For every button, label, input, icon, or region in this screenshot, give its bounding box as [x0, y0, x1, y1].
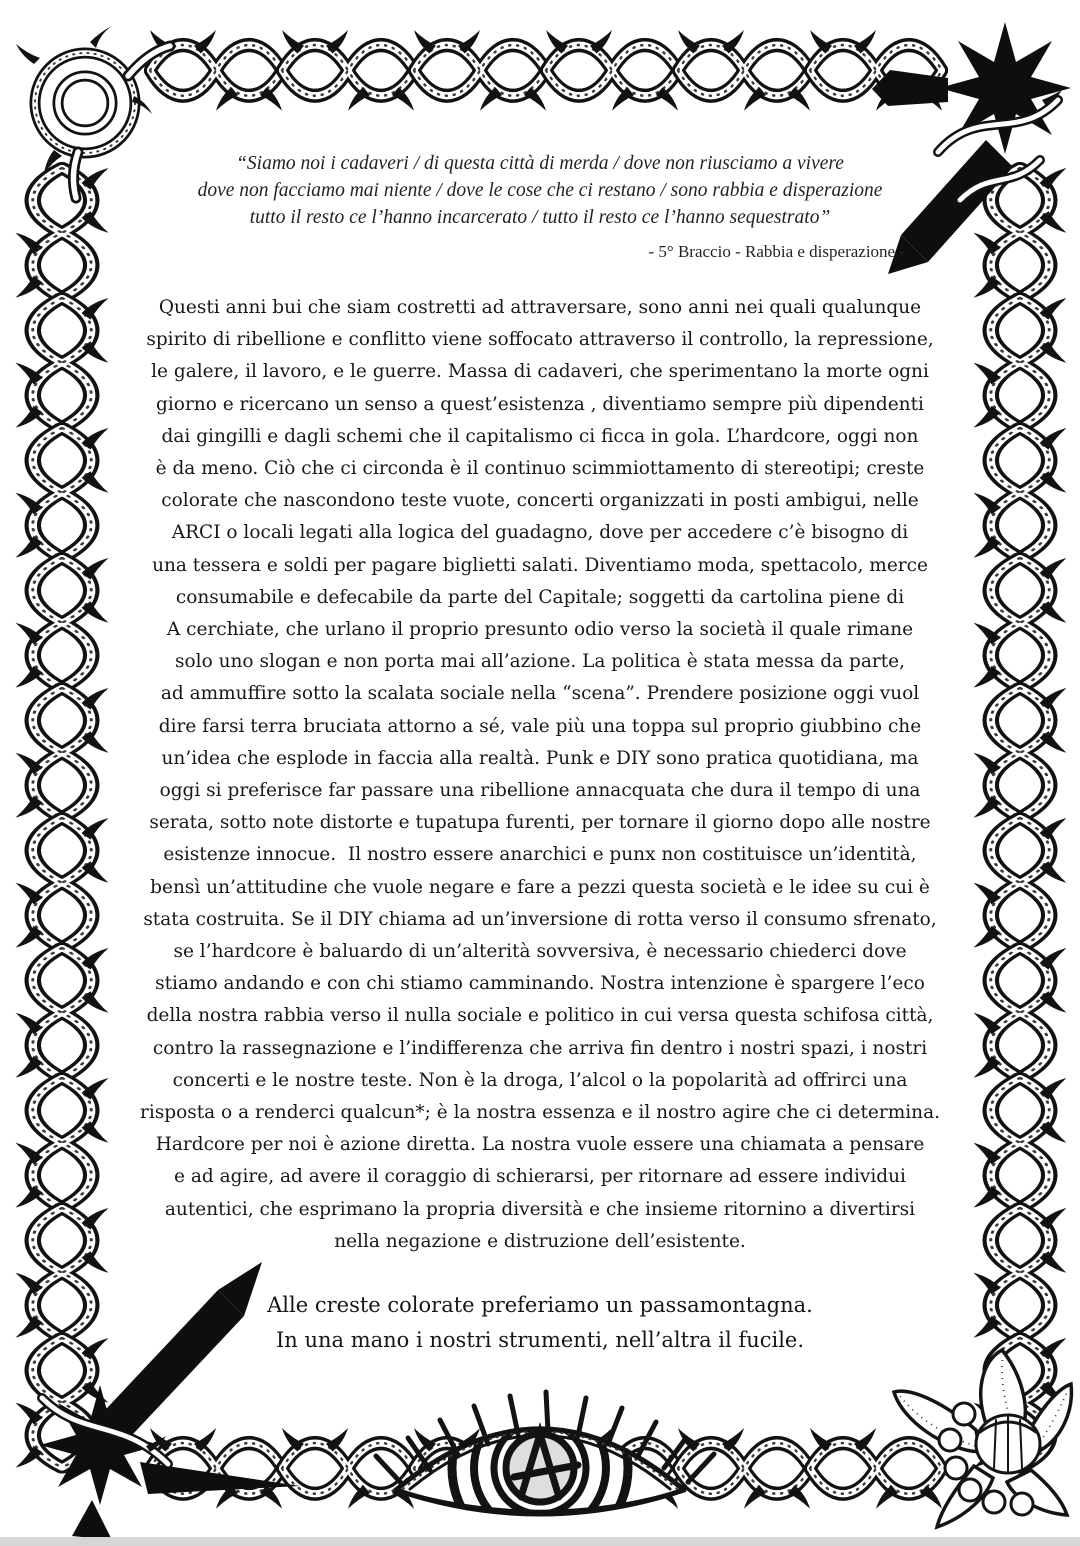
body-line: risposta o a renderci qualcun*; è la nostra essenza e il nostro agire che ci determina.: [139, 1102, 941, 1124]
body-line: A cerchiate, che urlano il proprio presunto odio verso la società il quale rimane: [166, 619, 914, 641]
body-line: Hardcore per noi è azione diretta. La nostra vuole essere una chiamata a pensare: [155, 1134, 925, 1156]
closing-line: In una mano i nostri strumenti, nell’altra il fucile.: [275, 1328, 805, 1352]
body-line: ARCI o locali legati alla logica del guadagno, dove per accedere c’è bisogno di: [171, 522, 909, 544]
closing-slogan: [125, 1288, 955, 1358]
right-edge-vine: [974, 168, 1067, 1468]
quote-line: “Siamo noi i cadaveri / di questa città di merda / dove non riusciamo a vivere: [236, 153, 844, 174]
body-line: dire farsi terra bruciata attorno a sé, vale più una toppa sul proprio giubbino che: [158, 715, 922, 737]
body-line: una tessera e soldi per pagare biglietti salati. Diventiamo moda, spettacolo, merce: [152, 554, 928, 576]
body-line: oggi si preferisce far passare una ribellione annacquata che dura il tempo di una: [159, 780, 921, 802]
body-line: Questi anni bui che siam costretti ad attraversare, sono anni nei quali qualunque: [158, 297, 922, 318]
body-line: e ad agire, ad avere il coraggio di schierarsi, per ritornare ad essere individui: [174, 1166, 906, 1188]
body-line: consumabile e defecabile da parte del Capitale; soggetti da cartolina piene di: [175, 586, 905, 608]
manifesto-body: [110, 292, 970, 1258]
body-line: della nostra rabbia verso il nulla sociale e politico in cui versa questa schifosa città,: [146, 1005, 934, 1027]
body-line: stiamo andando e con chi stiamo camminando. Nostra intenzione è spargere l’eco: [155, 973, 925, 995]
body-line: colorate che nascondono teste vuote, concerti organizzati in posti ambigui, nelle: [161, 490, 919, 512]
body-line: autentici, che esprimano la propria diversità e che insieme ritornino a divertirsi: [164, 1198, 916, 1220]
body-line: bensì un’attitudine che vuole negare e fare a pezzi questa società e le idee su cui è: [150, 876, 930, 898]
body-line: nella negazione e distruzione dell’esistente.: [334, 1230, 746, 1252]
body-line: giorno e ricercano un senso a quest’esistenza , diventiamo sempre più dipendenti: [156, 393, 924, 415]
page-content: [125, 0, 955, 1546]
closing-line: Alle creste colorate preferiamo un passamontagna.: [267, 1293, 813, 1317]
body-line: esistenze innocue. Il nostro essere anarchici e punx non costituisce un’identità,: [163, 844, 917, 866]
body-line: le galere, il lavoro, e le guerre. Massa di cadaveri, che sperimentano la morte ogni: [151, 361, 929, 383]
left-edge-vine: [16, 168, 109, 1468]
epigraph-quote: [125, 150, 955, 231]
body-line: se l’hardcore è baluardo di un’alterità sovversiva, è necessario chiederci dove: [173, 941, 907, 963]
body-line: un’idea che esplode in faccia alla realtà. Punk e DIY sono pratica quotidiana, ma: [161, 747, 919, 769]
body-line: spirito di ribellione e conflitto viene soffocato attraverso il controllo, la repressione,: [146, 329, 934, 351]
body-line: contro la rassegnazione e l’indifferenza che arriva fin dentro i nostri spazi, i nostri: [152, 1037, 928, 1059]
body-line: serata, sotto note distorte e tupatupa furenti, per tornare il giorno dopo alle nostre: [149, 812, 931, 834]
quote-line: tutto il resto ce l’hanno incarcerato / tutto il resto ce l’hanno sequestrato”: [249, 207, 831, 228]
quote-line: dove non facciamo mai niente / dove le cose che ci restano / sono rabbia e disperazione: [197, 180, 883, 201]
body-line: è da meno. Ciò che ci circonda è il continuo scimmiottamento di stereotipi; creste: [155, 458, 925, 480]
body-line: concerti e le nostre teste. Non è la droga, l’alcol o la popolarità ad offrirci una: [172, 1069, 908, 1091]
body-line: solo uno slogan e non porta mai all’azione. La politica è stata messa da parte,: [175, 651, 905, 673]
body-line: stata costruita. Se il DIY chiama ad un’inversione di rotta verso il consumo sfrenato,: [143, 908, 937, 930]
body-line: ad ammuffire sotto la scalata sociale nella “scena”. Prendere posizione oggi vuol: [160, 683, 920, 705]
scan-edge-strip: [0, 1537, 1080, 1546]
body-line: dai gingilli e dagli schemi che il capitalismo ci ficca in gola. L’hardcore, oggi non: [161, 425, 919, 447]
quote-attribution: - 5° Braccio - Rabbia e disperazione -: [648, 242, 905, 261]
